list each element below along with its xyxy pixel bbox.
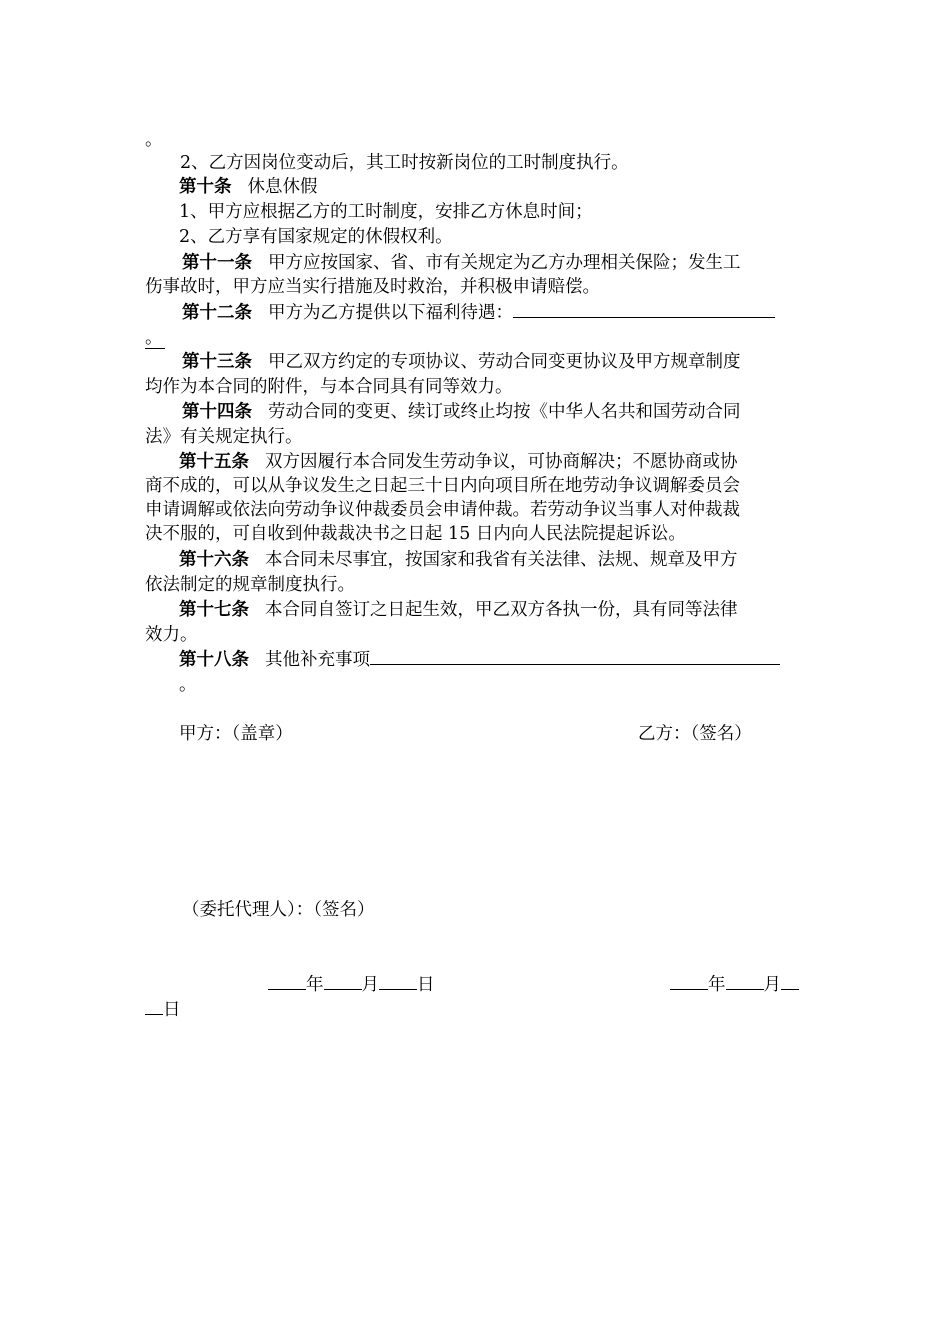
party-b-year-label: 年 [708,975,726,995]
article-15-title: 第十五条 [179,452,249,472]
party-a-month-label: 月 [361,975,379,995]
article-17-line-2: 效力。 [145,625,198,645]
article-10-text: 休息休假 [247,177,318,197]
party-b-date-line-2 [145,998,181,1022]
article-11-title: 第十一条 [182,253,252,273]
party-a-day-label: 日 [417,975,435,995]
article-13-text-1: 甲乙双方约定的专项协议、劳动合同变更协议及甲方规章制度 [268,352,741,372]
article-12-line-2 [145,326,165,350]
article-15-line-1 [179,450,738,474]
clause-9-item-2: 2、乙方因岗位变动后，其工时按新岗位的工时制度执行。 [180,153,629,173]
party-a-month-blank[interactable] [324,973,362,990]
agent-signature-label: （委托代理人）：（签名） [182,900,375,920]
party-b-day-label: 日 [163,1000,181,1020]
article-10-item-2: 2、乙方享有国家规定的休假权利。 [179,227,453,247]
article-15-text-1: 双方因履行本合同发生劳动争议，可协商解决；不愿协商或协 [265,452,738,472]
article-16-line-1 [179,548,738,572]
article-16-title: 第十六条 [179,550,249,570]
article-12-line-1 [182,301,775,325]
party-a-seal-label: 甲方：（盖章） [179,724,293,744]
article-14-text-1: 劳动合同的变更、续订或终止均按《中华人名共和国劳动合同 [268,402,741,422]
article-14-line-2: 法》有关规定执行。 [145,427,303,447]
article-18-text: 其他补充事项 [265,650,370,670]
party-b-day-blank-part-1[interactable] [781,973,799,990]
article-14-line-1 [182,400,741,424]
article-10-item-1: 1、甲方应根据乙方的工时制度，安排乙方休息时间； [179,202,593,222]
article-17-title: 第十七条 [179,600,249,620]
party-a-day-blank[interactable] [379,973,417,990]
party-a-year-blank[interactable] [268,973,306,990]
article-12-end: 。 [145,328,163,348]
article-13-line-2: 均作为本合同的附件，与本合同具有同等效力。 [145,377,513,397]
party-b-date-line-1 [670,973,799,997]
article-12-text: 甲方为乙方提供以下福利待遇： [268,303,513,323]
party-a-year-label: 年 [306,975,324,995]
article-17-text-1: 本合同自签订之日起生效，甲乙双方各执一份，具有同等法律 [265,600,738,620]
article-11-text-1: 甲方应按国家、省、市有关规定为乙方办理相关保险；发生工 [268,253,741,273]
article-18-fill-blank[interactable] [370,648,780,665]
party-b-day-blank-part-2[interactable] [145,998,163,1015]
article-10-title: 第十条 [179,177,232,197]
article-14-title: 第十四条 [182,402,252,422]
article-15-line-2: 商不成的，可以从争议发生之日起三十日内向项目所在地劳动争议调解委员会 [145,476,740,496]
article-15-line-3: 申请调解或依法向劳动争议仲裁委员会申请仲裁。若劳动争议当事人对仲裁裁 [145,500,740,520]
article-18-end: 。 [179,675,197,695]
article-10-heading [179,175,318,199]
article-12-fill-blank[interactable] [513,301,775,318]
party-b-year-blank[interactable] [670,973,708,990]
article-12-title: 第十二条 [182,303,252,323]
article-18-line-1 [179,648,780,672]
article-15-line-4: 决不服的，可自收到仲裁裁决书之日起 15 日内向人民法院提起诉讼。 [145,524,686,544]
article-11-line-1 [182,251,741,275]
party-b-signature-label: 乙方：（签名） [638,724,752,744]
article-13-line-1 [182,350,741,374]
article-16-text-1: 本合同未尽事宜，按国家和我省有关法律、法规、规章及甲方 [265,550,738,570]
article-18-title: 第十八条 [179,650,249,670]
party-a-date [268,973,435,997]
article-17-line-1 [179,598,738,622]
article-11-line-2: 伤事故时，甲方应当实行措施及时救治，并积极申请赔偿。 [145,277,600,297]
continuation-period: 。 [145,130,163,150]
party-b-month-label: 月 [763,975,781,995]
article-16-line-2: 依法制定的规章制度执行。 [145,575,355,595]
article-13-title: 第十三条 [182,352,252,372]
party-b-month-blank[interactable] [726,973,764,990]
